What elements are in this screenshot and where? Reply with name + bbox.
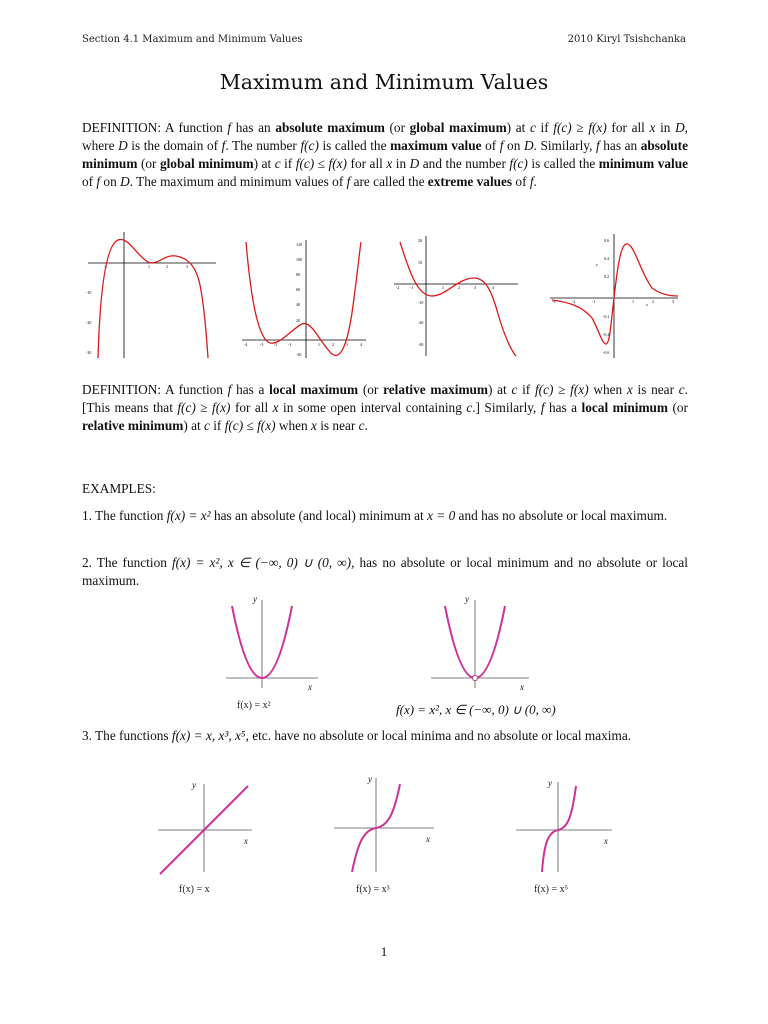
example-1: 1. The function f(x) = x² has an absolute (and local) minimum at x = 0 and has no absolute or local maximum. — [82, 508, 668, 523]
running-header-left: Section 4.1 Maximum and Minimum Values — [82, 34, 303, 45]
xtick: -2 — [572, 299, 576, 304]
xtick: 2 — [166, 264, 168, 269]
x-axis-label: x — [604, 836, 608, 846]
ytick: 80 — [296, 272, 300, 277]
xtick: 2 — [652, 299, 654, 304]
definition-absolute: DEFINITION: A function f has an absolute maximum (or global maximum) at c if f(c) ≥ f(x) for all x in D, where D is the domain of f. The number f(c) is called the maximum value of f on D. Similarly, f has an absolute minimum (or global minimum) at c if f(c) ≤ f(x) for all x in D and the number f(c) is called the minimum value of f on D. The maximum and minimum values of f are called the extreme values of f. — [82, 120, 688, 189]
plot-x-cubed — [330, 770, 438, 874]
example-2: 2. The function f(x) = x², x ∈ (−∞, 0) ∪ (0, ∞), has no absolute or local minimum and no absolute or local maximum. — [82, 555, 688, 588]
ytick: -20 — [418, 320, 424, 325]
ytick: 40 — [296, 302, 300, 307]
example-3: 3. The functions f(x) = x, x³, x⁵, etc. have no absolute or local minima and no absolute or local maxima. — [82, 728, 632, 743]
caption-x-squared-punctured: f(x) = x², x ∈ (−∞, 0) ∪ (0, ∞) — [396, 702, 556, 717]
x-axis-label: x — [426, 834, 430, 844]
ytick: -0.2 — [603, 314, 610, 319]
xtick: -1 — [104, 264, 108, 269]
xtick: -4 — [244, 342, 248, 347]
curve — [552, 244, 678, 344]
xtick: -2 — [274, 342, 278, 347]
x-axis-label: x — [646, 302, 648, 307]
x-axis-label: x — [244, 836, 248, 846]
xtick: 2 — [458, 285, 460, 290]
curve — [98, 239, 208, 358]
xtick: 2 — [332, 342, 334, 347]
ytick: -0.4 — [603, 332, 610, 337]
y-axis-label: y — [465, 594, 469, 604]
ytick: 0.6 — [604, 238, 609, 243]
x-axis-label: x — [520, 682, 524, 692]
y-axis-label: y — [548, 778, 552, 788]
plot-rational — [548, 232, 680, 360]
y-axis-label: y — [253, 594, 257, 604]
xtick: -1 — [592, 299, 596, 304]
ytick: -20 — [86, 320, 92, 325]
open-point — [472, 675, 477, 680]
xtick: 1 — [632, 299, 634, 304]
plot-cubic — [392, 234, 520, 358]
ytick: 0.4 — [604, 256, 609, 261]
ytick: -30 — [86, 350, 92, 355]
xtick: 3 — [672, 299, 674, 304]
caption-x-squared: f(x) = x² — [237, 700, 271, 711]
xtick: -3 — [260, 342, 264, 347]
curve — [246, 242, 361, 355]
xtick: -3 — [552, 299, 556, 304]
definition-local: DEFINITION: A function f has a local maximum (or relative maximum) at c if f(c) ≥ f(x) when x is near c. [This means that f(c) ≥ f(x) for all x in some open interval containing c.] Similarly, f has a local minimum (or relative minimum) at c if f(c) ≤ f(x) when x is near c. — [82, 382, 688, 433]
xtick: 3 — [346, 342, 348, 347]
xtick: -2 — [396, 285, 400, 290]
x-axis-label: x — [308, 682, 312, 692]
caption-x-cubed: f(x) = x³ — [356, 884, 390, 895]
xtick: 4 — [492, 285, 494, 290]
ytick: -30 — [418, 342, 424, 347]
xtick: 1 — [442, 285, 444, 290]
ytick: 100 — [296, 257, 302, 262]
y-axis-label: y — [596, 262, 598, 267]
xtick: 3 — [186, 264, 188, 269]
plot-x-fifth — [512, 774, 616, 874]
plot-x-squared-punctured — [427, 592, 533, 692]
y-axis-label: y — [368, 774, 372, 784]
xtick: -1 — [288, 342, 292, 347]
running-header-right: 2010 Kiryl Tsishchanka — [567, 34, 686, 45]
ytick: -10 — [418, 300, 424, 305]
ytick: 10 — [418, 260, 422, 265]
page-number: 1 — [380, 944, 388, 959]
xtick: 1 — [318, 342, 320, 347]
plot-identity — [154, 774, 256, 874]
curve — [542, 786, 576, 872]
examples-heading: EXAMPLES: — [82, 481, 156, 496]
ytick: -10 — [86, 290, 92, 295]
ytick: 20 — [418, 238, 422, 243]
plot-absolute-max — [88, 230, 216, 360]
ytick: 20 — [296, 318, 300, 323]
caption-x-fifth: f(x) = x⁵ — [534, 884, 569, 895]
ytick: -20 — [296, 352, 302, 357]
caption-identity: f(x) = x — [179, 884, 210, 895]
xtick: -1 — [410, 285, 414, 290]
ytick: 60 — [296, 287, 300, 292]
ytick: 120 — [296, 242, 302, 247]
xtick: 1 — [148, 264, 150, 269]
plot-x-squared — [222, 592, 322, 692]
page-title: Maximum and Minimum Values — [219, 70, 549, 94]
xtick: 3 — [474, 285, 476, 290]
xtick: 4 — [360, 342, 362, 347]
ytick: 0.2 — [604, 274, 609, 279]
plot-quartic — [240, 238, 368, 360]
ytick: -0.6 — [603, 350, 610, 355]
y-axis-label: y — [192, 780, 196, 790]
